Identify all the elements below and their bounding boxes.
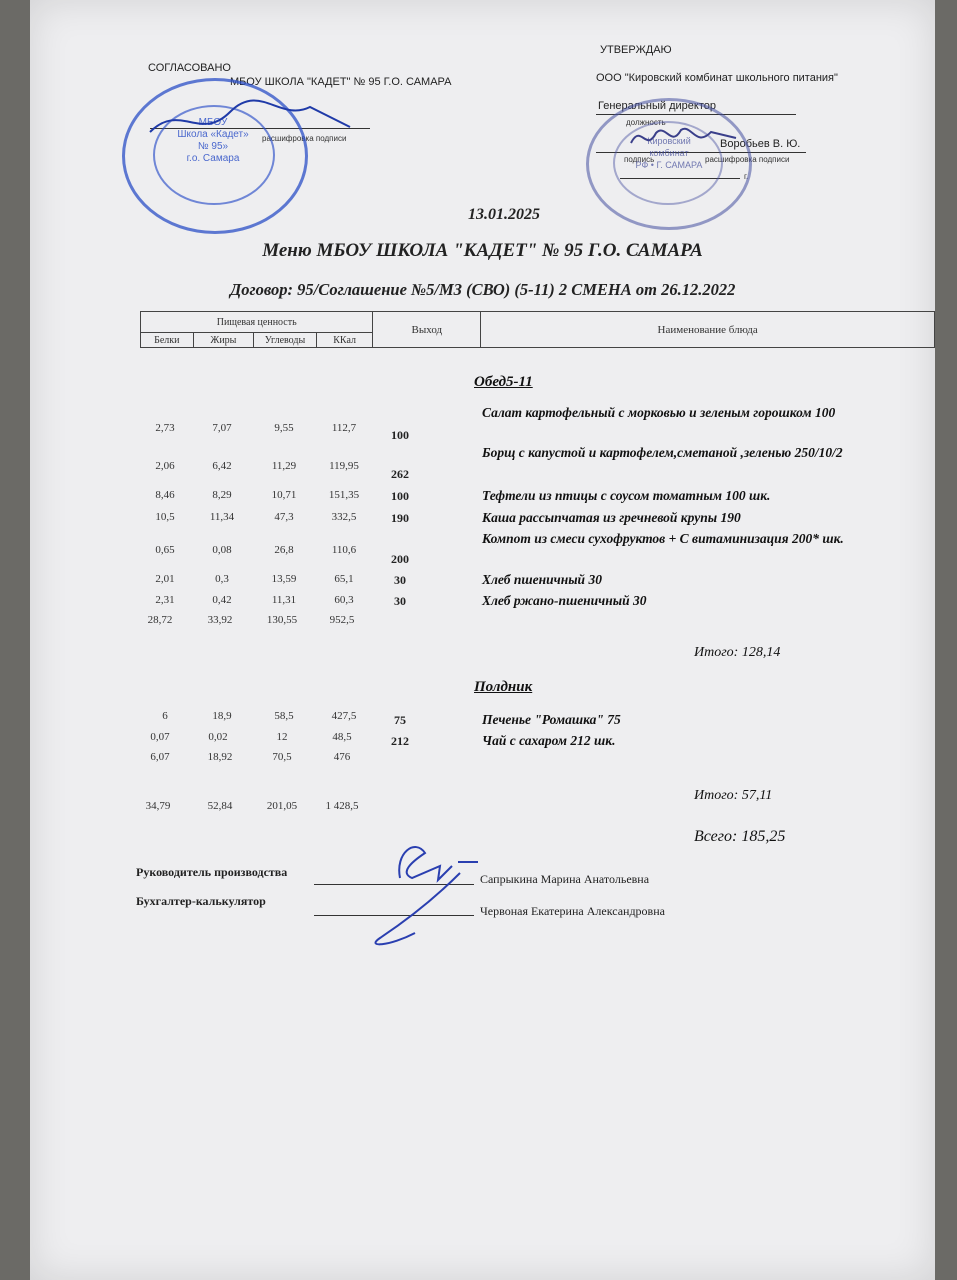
signature-role: Бухгалтер-калькулятор <box>136 894 266 908</box>
header-col: Белки <box>141 333 194 348</box>
stamp-line: РФ • Г. САМАРА <box>635 160 703 170</box>
cell-dish: Борщ с капустой и картофелем,сметаной ,зеленью 250/10/2 <box>482 445 843 460</box>
cell-kcal: 60,3 <box>334 594 354 606</box>
cell-kcal: 1 428,5 <box>325 800 359 812</box>
cell-carbs: 10,71 <box>271 489 297 501</box>
cell-kcal: 48,5 <box>332 731 352 743</box>
position-caption: должность <box>626 118 666 127</box>
cell-protein: 6,07 <box>150 751 170 763</box>
approval-left-caption: расшифровка подписи <box>262 134 347 143</box>
cell-fat: 52,84 <box>207 800 233 812</box>
cell-carbs: 47,3 <box>274 511 294 523</box>
cell-output: 30 <box>394 594 406 608</box>
cell-protein: 34,79 <box>145 800 171 812</box>
cell-output: 100 <box>391 489 409 503</box>
cell-dish: Хлеб ржано-пшеничный 30 <box>482 593 647 608</box>
cell-kcal: 476 <box>333 751 351 763</box>
cell-dish: Компот из смеси сухофруктов + С витаминизация 200* шк. <box>482 531 844 546</box>
snack-total: Итого: 57,11 <box>694 788 773 803</box>
production-signature <box>340 828 510 956</box>
cell-output: 200 <box>391 552 409 566</box>
document-sheet <box>30 0 935 1280</box>
cell-protein: 2,31 <box>155 594 175 606</box>
stamp-line: Школа «Кадет» <box>177 129 249 140</box>
page-title: Меню МБОУ ШКОЛА "КАДЕТ" № 95 Г.О. САМАРА <box>262 240 703 261</box>
cell-output: 75 <box>394 713 406 727</box>
cell-carbs: 11,29 <box>271 460 297 472</box>
stamp-line: № 95» <box>197 141 229 152</box>
cell-protein: 2,73 <box>155 422 175 434</box>
cell-kcal: 65,1 <box>334 573 354 585</box>
cell-carbs: 26,8 <box>274 544 294 556</box>
cell-carbs: 13,59 <box>271 573 297 585</box>
cell-dish: Тефтели из птицы с соусом томатным 100 шк. <box>482 488 771 503</box>
grand-total: Всего: 185,25 <box>694 828 786 845</box>
stamp-line: г.о. Самара <box>186 153 240 164</box>
menu-date: 13.01.2025 <box>468 206 540 223</box>
approval-right-title: УТВЕРЖДАЮ <box>600 44 672 56</box>
header-dish: Наименование блюда <box>481 312 935 348</box>
cell-protein: 6 <box>162 710 168 722</box>
header-nutrition: Пищевая ценность <box>141 312 373 333</box>
section-title-snack: Полдник <box>474 679 533 695</box>
right-signature <box>626 118 746 158</box>
cell-kcal: 112,7 <box>331 422 357 434</box>
name-caption: расшифровка подписи <box>705 155 790 164</box>
cell-kcal: 332,5 <box>331 511 357 523</box>
approval-left-title: СОГЛАСОВАНО <box>148 62 231 74</box>
table-header <box>140 311 935 348</box>
cell-protein: 0,07 <box>150 731 170 743</box>
cell-protein: 8,46 <box>155 489 175 501</box>
year-suffix: г. <box>744 172 749 181</box>
header-output: Выход <box>373 312 481 348</box>
section-title-lunch: Обед5-11 <box>474 374 533 390</box>
cell-kcal: 119,95 <box>329 460 359 472</box>
cell-kcal: 151,35 <box>328 489 360 501</box>
cell-fat: 0,08 <box>212 544 232 556</box>
contract-line: Договор: 95/Соглашение №5/МЗ (СВО) (5-11) 2 СМЕНА от 26.12.2022 <box>230 280 736 299</box>
cell-protein: 2,01 <box>155 573 175 585</box>
left-signature <box>140 92 370 152</box>
header-col: Углеводы <box>254 333 317 348</box>
signature-name: Червоная Екатерина Александровна <box>480 904 665 918</box>
cell-kcal: 952,5 <box>329 614 355 626</box>
cell-fat: 8,29 <box>212 489 232 501</box>
cell-fat: 0,02 <box>208 731 228 743</box>
approval-left-position: МБОУ ШКОЛА "КАДЕТ" № 95 Г.О. САМАРА <box>230 76 452 88</box>
header-col: ККал <box>316 333 373 348</box>
cell-protein: 0,65 <box>155 544 175 556</box>
cell-fat: 0,3 <box>215 573 229 585</box>
cell-fat: 7,07 <box>212 422 232 434</box>
cell-protein: 28,72 <box>147 614 173 626</box>
stamp-line: комбинат <box>649 148 689 158</box>
cell-fat: 11,34 <box>209 511 235 523</box>
cell-carbs: 58,5 <box>274 710 294 722</box>
approval-right-org: ООО "Кировский комбинат школьного питания" <box>596 72 838 84</box>
approval-right-position: Генеральный директор <box>598 100 716 112</box>
cell-protein: 2,06 <box>155 460 175 472</box>
cell-fat: 18,92 <box>207 751 233 763</box>
approver-name: Воробьев В. Ю. <box>720 138 801 150</box>
cell-dish: Каша рассыпчатая из гречневой крупы 190 <box>482 510 741 525</box>
cell-kcal: 427,5 <box>331 710 357 722</box>
cell-output: 212 <box>391 734 409 748</box>
signature-name: Сапрыкина Марина Анатольевна <box>480 872 650 886</box>
cell-fat: 33,92 <box>207 614 233 626</box>
cell-carbs: 130,55 <box>266 614 298 626</box>
cell-carbs: 70,5 <box>272 751 292 763</box>
cell-dish: Хлеб пшеничный 30 <box>482 572 602 587</box>
cell-output: 100 <box>391 428 409 442</box>
signature-caption: подпись <box>624 155 655 164</box>
cell-dish: Печенье "Ромашка" 75 <box>482 712 621 727</box>
lunch-total: Итого: 128,14 <box>694 645 781 660</box>
cell-protein: 10,5 <box>155 511 175 523</box>
cell-carbs: 12 <box>276 731 288 743</box>
signature-role: Руководитель производства <box>136 865 288 879</box>
cell-output: 190 <box>391 511 409 525</box>
cell-dish: Салат картофельный с морковью и зеленым горошком 100 <box>482 405 836 420</box>
cell-output: 262 <box>391 467 409 481</box>
cell-carbs: 11,31 <box>271 594 297 606</box>
cell-dish: Чай с сахаром 212 шк. <box>482 733 616 748</box>
stamp-line: МБОУ <box>198 117 228 128</box>
cell-fat: 6,42 <box>212 460 232 472</box>
cell-fat: 0,42 <box>212 594 232 606</box>
cell-fat: 18,9 <box>212 710 232 722</box>
cell-carbs: 201,05 <box>266 800 298 812</box>
cell-carbs: 9,55 <box>274 422 294 434</box>
header-col: Жиры <box>193 333 254 348</box>
stamp-line: Кировский <box>647 136 691 146</box>
cell-kcal: 110,6 <box>331 544 357 556</box>
cell-output: 30 <box>394 573 406 587</box>
